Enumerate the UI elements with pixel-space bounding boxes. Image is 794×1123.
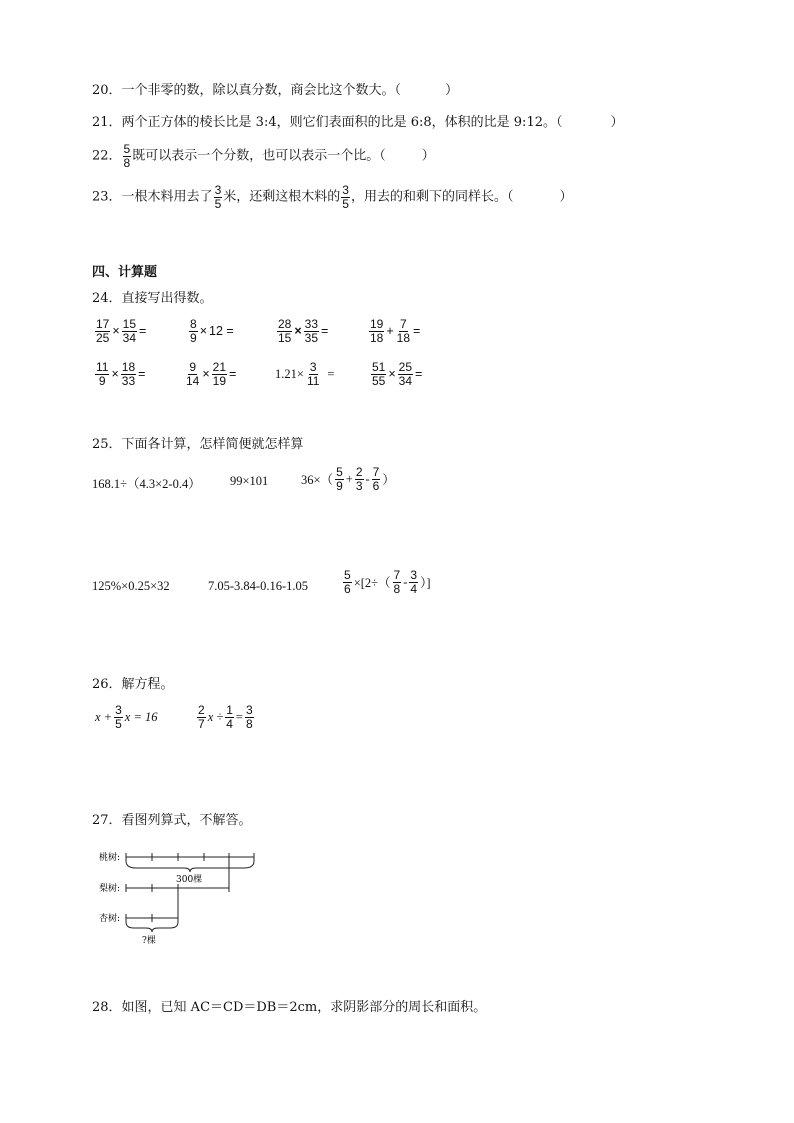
- expression-25-5: 7.05-3.84-0.16-1.05: [208, 579, 308, 593]
- expression-24-8: $\frac{51}{55}$ × $\frac{25}{34}$ =: [372, 360, 423, 388]
- tree-diagram: [96, 844, 266, 954]
- expression-24-3: $\frac{28}{15}$ × $\frac{33}{35}$ =: [278, 317, 329, 345]
- count-label: 300棵: [176, 875, 203, 885]
- expression-24-2: $\frac{8}{9}$ × 12 =: [190, 317, 234, 345]
- question-20: 20．一个非零的数，除以真分数，商会比这个数大。（ ）: [92, 83, 459, 98]
- expression-24-1: $\frac{17}{25}$ × $\frac{15}{34}$ =: [96, 317, 147, 345]
- apricot-label: 杏树:: [99, 914, 121, 924]
- question-26-title: 26．解方程。: [92, 677, 174, 692]
- brace: [126, 861, 254, 872]
- expression-25-4: 125%×0.25×32: [92, 579, 170, 593]
- fraction: $\frac{3}{5}$: [342, 183, 349, 211]
- brace: [126, 922, 178, 932]
- question-22: 22． $\frac{5}{8}$ 既可以表示一个分数，也可以表示一个比。（ ）: [92, 142, 435, 170]
- expression-24-4: $\frac{19}{18}$ + $\frac{7}{18}$ =: [370, 317, 421, 345]
- question-24-title: 24．直接写出得数。: [92, 291, 213, 306]
- peach-label: 桃树:: [99, 853, 121, 863]
- question-28-title: 28．如图，已知 AC＝CD＝DB＝2cm，求阴影部分的周长和面积。: [92, 1000, 487, 1015]
- question-23: 23．一根木料用去了 $\frac{3}{5}$ 米，还剩这根木料的 $\frac{3}{5}$ ，用去的和剩下的同样长。（ ）: [92, 183, 573, 211]
- pear-label: 梨树:: [99, 884, 121, 894]
- expression-25-2: 99×101: [230, 474, 269, 488]
- question-25-title: 25．下面各计算，怎样简便就怎样算: [92, 437, 304, 452]
- question-21: 21．两个正方体的棱长比是 3:4，则它们表面积的比是 6:8，体积的比是 9:12。（ ）: [92, 115, 624, 130]
- expression-24-6: $\frac{9}{14}$ × $\frac{21}{19}$ =: [186, 360, 237, 388]
- expression-24-5: $\frac{11}{9}$ × $\frac{18}{33}$ =: [96, 360, 146, 388]
- fraction: $\frac{3}{5}$: [214, 183, 222, 211]
- expression-24-7: 1.21× $\frac{3}{11}$ =: [275, 360, 335, 388]
- unknown-label: ?棵: [142, 936, 156, 946]
- fraction: $\frac{5}{8}$: [123, 142, 131, 170]
- expression-25-3: 36×（ $\frac{5}{9}$ + $\frac{2}{3}$ - $\frac{7}{6}$ ）: [301, 465, 395, 493]
- equation-26-2: $\frac{2}{7}$ x ÷ $\frac{1}{4}$ = $\frac{3}{8}$: [198, 703, 253, 731]
- section-heading: 四、计算题: [92, 265, 158, 280]
- expression-25-1: 168.1÷（4.3×2-0.4）: [92, 477, 201, 491]
- question-27-title: 27．看图列算式，不解答。: [92, 813, 252, 828]
- equation-26-1: x + $\frac{3}{5}$ x = 16: [95, 703, 158, 731]
- expression-25-6: $\frac{5}{6}$ ×[2÷（ $\frac{7}{8}$ - $\frac{3}{4}$ ）]: [344, 568, 431, 596]
